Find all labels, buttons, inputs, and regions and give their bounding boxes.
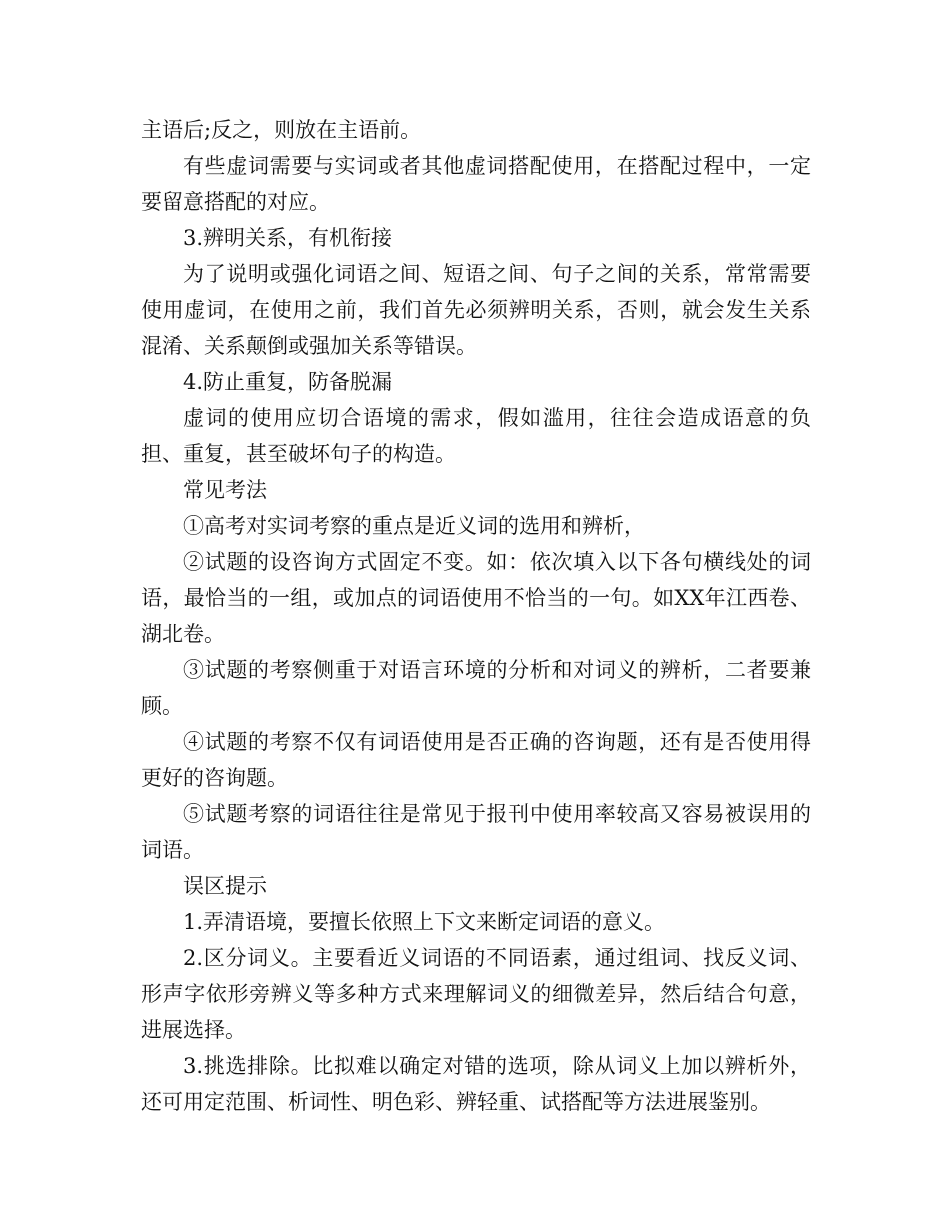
paragraph-continuation: 主语后;反之，则放在主语前。 (141, 118, 422, 142)
list-item-test-method-3: ③试题的考察侧重于对语言环境的分析和对词义的辨析，二者要兼顾。 (141, 658, 811, 718)
list-item-test-method-1: ①高考对实词考察的重点是近义词的选用和辨析， (183, 514, 645, 538)
document-body (141, 112, 811, 1120)
list-item-tip-1: 1.弄清语境，要擅长依照上下文来断定词语的意义。 (183, 910, 666, 934)
list-item-test-method-2: ②试题的设咨询方式固定不变。如：依次填入以下各句横线处的词语，最恰当的一组，或加点的词语使用不恰当的一句。如XX年江西卷、湖北卷。 (141, 550, 811, 646)
heading-avoid-repetition: 4.防止重复，防备脱漏 (183, 370, 393, 394)
heading-pitfall-tips: 误区提示 (183, 874, 267, 898)
paragraph-avoid-repetition: 虚词的使用应切合语境的需求，假如滥用，往往会造成语意的负担、重复，甚至破坏句子的构造。 (141, 406, 811, 466)
paragraph-clarify-relations: 为了说明或强化词语之间、短语之间、句子之间的关系，常常需要使用虚词，在使用之前，我们首先必须辨明关系，否则，就会发生关系混淆、关系颠倒或强加关系等错误。 (141, 262, 811, 358)
paragraph-function-word-pairing: 有些虚词需要与实词或者其他虚词搭配使用，在搭配过程中，一定要留意搭配的对应。 (141, 154, 811, 214)
list-item-tip-3: 3.挑选排除。比拟难以确定对错的选项，除从词义上加以辨析外，还可用定范围、析词性、明色彩、辨轻重、试搭配等方法进展鉴别。 (141, 1054, 811, 1114)
heading-clarify-relations: 3.辨明关系，有机衔接 (183, 226, 393, 250)
list-item-test-method-4: ④试题的考察不仅有词语使用是否正确的咨询题，还有是否使用得更好的咨询题。 (141, 730, 811, 790)
list-item-tip-2: 2.区分词义。主要看近义词语的不同语素，通过组词、找反义词、形声字依形旁辨义等多种方式来理解词义的细微差异，然后结合句意，进展选择。 (141, 946, 811, 1042)
heading-common-test-methods: 常见考法 (183, 478, 267, 502)
list-item-test-method-5: ⑤试题考察的词语往往是常见于报刊中使用率较高又容易被误用的词语。 (141, 802, 811, 862)
